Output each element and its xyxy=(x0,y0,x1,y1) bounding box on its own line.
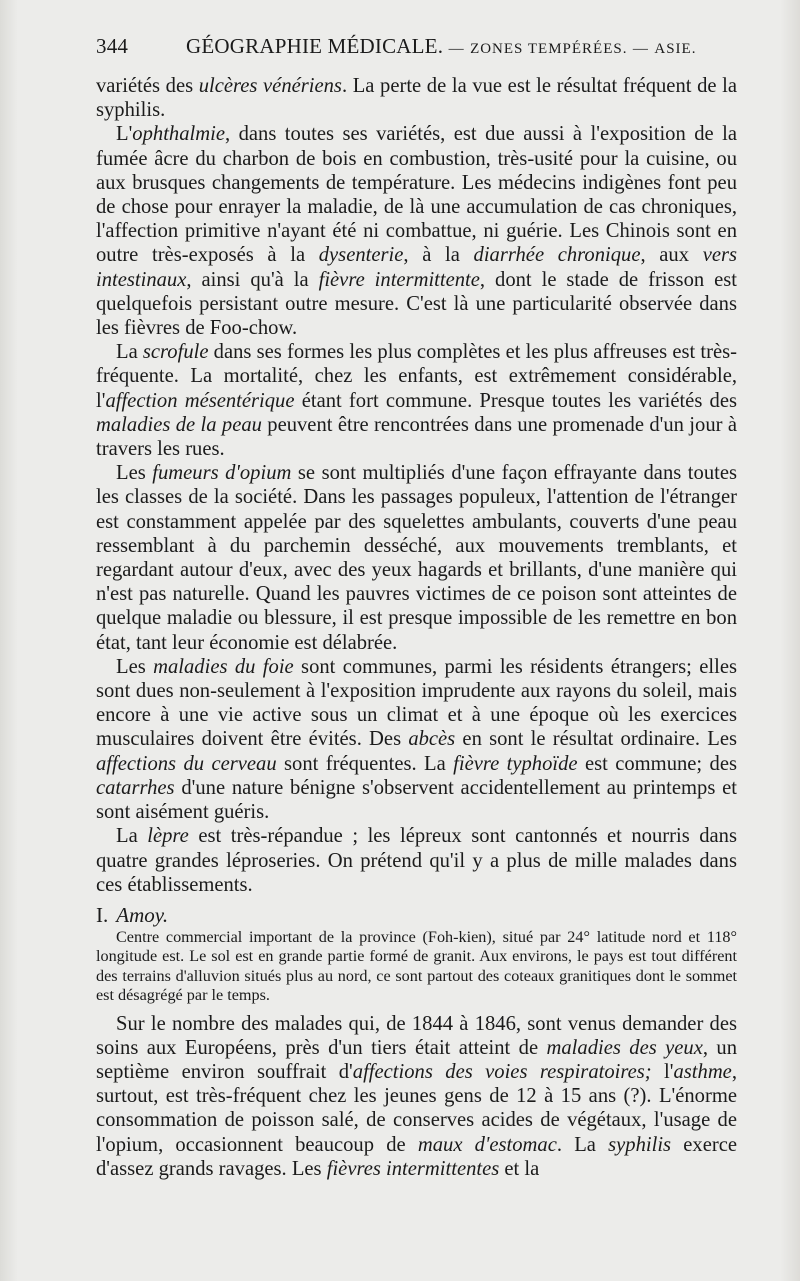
running-header xyxy=(96,34,736,64)
text-run: , aux xyxy=(640,244,703,267)
title-main: GÉOGRAPHIE MÉDICALE. xyxy=(186,34,444,58)
paragraph xyxy=(96,1012,737,1181)
text-run: . La perte de la vue est le résultat fréquent de la syphilis. xyxy=(96,75,737,122)
text-run: variétés des xyxy=(96,75,199,97)
text-run: d'une nature bénigne s'observent accidentellement au printemps et sont aisément guéris. xyxy=(96,776,737,824)
italic-term: affection mésentérique xyxy=(105,389,295,412)
italic-term: affections des voies respiratoires; xyxy=(352,1060,652,1083)
text-run: étant fort commune. Presque toutes les variétés des xyxy=(294,389,737,412)
text-run: , dans toutes ses variétés, est due aussi à l'exposition de la fumée âcre du charbon de bois en combustion, très-usité pour la cuisine, ou aux brusques changements de température. Les médecins indigènes font peu de chose pour enrayer la maladie, de là une accumulation de cas chroniques, l'affection primitive n'ayant été ni combattue, ni guérie. Les Chinois sont en outre très-exposés à la xyxy=(96,123,737,267)
italic-term: maladies de la peau xyxy=(96,413,262,436)
paragraph xyxy=(96,74,737,122)
italic-term: abcès xyxy=(408,728,456,751)
paragraph xyxy=(96,655,737,824)
running-title xyxy=(186,34,696,59)
text-run: , à la xyxy=(403,244,474,267)
title-separator: — xyxy=(632,41,649,57)
italic-term: maladies des yeux xyxy=(546,1036,703,1059)
title-separator: — xyxy=(448,41,465,57)
italic-term: fièvre typhoïde xyxy=(453,752,578,775)
italic-term: catarrhes xyxy=(96,776,175,799)
text-run: est très-répandue ; les lépreux sont cantonnés et nourris dans quatre grandes léproseries. On prétend qu'il y a plus de mille malades dans ces établissements. xyxy=(96,825,737,896)
text-run: est commune; des xyxy=(577,752,737,775)
text-run: , un septième environ souffrait d' xyxy=(96,1036,738,1083)
title-zone: ZONES TEMPÉRÉES. xyxy=(470,41,628,57)
italic-term: affections du cerveau xyxy=(96,752,277,775)
text-run: Sur le nombre des malades qui, de 1844 à 1846, sont venus demander des soins aux Européens, près d'un tiers était atteint de xyxy=(96,1012,737,1059)
section-title: Amoy. xyxy=(116,902,169,927)
italic-term: dysenterie xyxy=(318,244,404,267)
text-run: l' xyxy=(651,1060,674,1083)
paragraph xyxy=(96,824,737,897)
text-run: , dont le stade de frisson est quelquefois persistant outre mesure. C'est là une particularité observée dans les fièvres de Foo-chow. xyxy=(96,268,737,340)
section-note: Centre commercial important de la province (Foh-kien), situé par 24° latitude nord et 118° longitude est. Le sol est en grande partie formé de granit. Aux environs, le pays est tout différent des terrains d'alluvion situés plus au nord, ce sont partout des coteaux granitiques dont le sommet est désagrégé par le temps. xyxy=(96,927,737,1005)
italic-term: ophthalmie xyxy=(132,123,225,146)
italic-term: fumeurs d'opium xyxy=(152,462,292,485)
text-run: . La xyxy=(556,1133,609,1156)
text-run: La xyxy=(116,341,143,364)
text-run: peuvent être rencontrées dans une promenade d'un jour à travers les rues. xyxy=(96,413,737,461)
paragraph xyxy=(96,122,737,340)
italic-term: maladies du foie xyxy=(153,655,294,678)
text-run: et la xyxy=(499,1157,540,1180)
text-run: exerce d'assez grands ravages. Les xyxy=(96,1133,737,1180)
text-run: se sont multipliés d'une façon effrayante dans toutes les classes de la société. Dans les passages populeux, l'attention de l'étranger est constamment appelée par des squelettes ambulants, couverts d'une peau ressemblant à du parchemin desséché, aux mouvements tremblants, et regardant autour d'eux, avec des yeux hagards et brillants, d'une manière qui n'est pas naturelle. Quand les pauvres victimes de ce poison sont atteintes de quelque maladie ou blessure, il est presque impossible de les remettre en bon état, tant leur économie est délabrée. xyxy=(96,462,737,654)
paragraph xyxy=(96,461,737,655)
italic-term: syphilis xyxy=(608,1133,672,1156)
text-run: en sont le résultat ordinaire. Les xyxy=(455,728,737,751)
text-run: Les xyxy=(116,462,153,485)
italic-term: scrofule xyxy=(142,341,209,364)
italic-term: diarrhée chronique xyxy=(473,244,641,267)
section-number: I. xyxy=(96,902,109,927)
text-run: La xyxy=(116,825,148,848)
body-text xyxy=(96,74,737,1181)
italic-term: asthme xyxy=(673,1060,732,1083)
text-run: L' xyxy=(116,123,133,146)
italic-term: fièvres intermittentes xyxy=(326,1157,500,1180)
text-run: sont fréquentes. La xyxy=(276,752,454,775)
italic-term: fièvre intermittente xyxy=(318,268,480,291)
text-run: sont communes, parmi les résidents étrangers; elles sont dues non-seulement à l'exposition imprudente aux rayons du soleil, mais encore à une vie active sous un climat et à une époque où les exercices musculaires doivent être évités. Des xyxy=(96,655,737,751)
italic-term: maux d'estomac xyxy=(417,1133,557,1156)
text-run: , ainsi qu'à la xyxy=(186,268,319,291)
page-number: 344 xyxy=(96,34,129,58)
paragraph xyxy=(96,340,737,461)
text-run: dans ses formes les plus complètes et les plus affreuses est très-fréquente. La mortalité, chez les enfants, est extrêmement considérable, l' xyxy=(96,341,737,412)
italic-term: vers intestinaux xyxy=(96,244,737,291)
italic-term: lèpre xyxy=(147,825,189,848)
section-heading xyxy=(96,903,737,928)
text-run: , surtout, est très-fréquent chez les jeunes gens de 12 à 15 ans (?). L'énorme consommation de poisson salé, de conserves acides de végétaux, l'usage de l'opium, occasionnent beaucoup de xyxy=(96,1060,737,1156)
title-region: ASIE. xyxy=(654,41,697,57)
italic-term: ulcères vénériens xyxy=(198,75,342,97)
text-run: Les xyxy=(116,655,154,678)
